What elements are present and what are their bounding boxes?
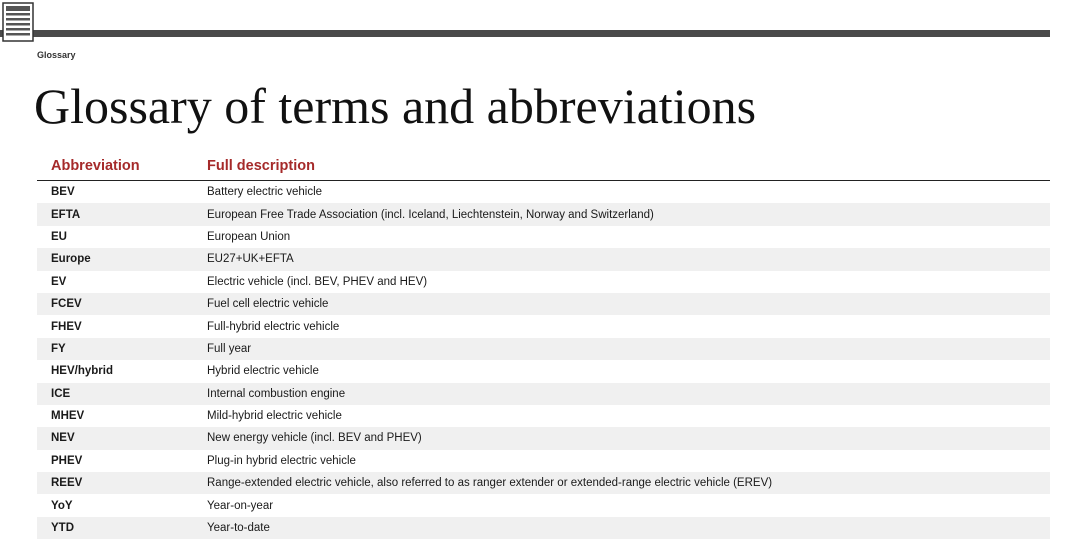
description-cell: Electric vehicle (incl. BEV, PHEV and HEV) bbox=[207, 275, 428, 288]
description-cell: New energy vehicle (incl. BEV and PHEV) bbox=[207, 427, 1050, 449]
table-row bbox=[37, 226, 1050, 248]
table-row bbox=[37, 450, 1050, 472]
abbreviation-cell: FCEV bbox=[37, 293, 207, 315]
table-row bbox=[37, 338, 1050, 360]
table-row bbox=[37, 271, 1050, 293]
glossary-table bbox=[37, 152, 1050, 539]
description-cell: Range-extended electric vehicle, also referred to as ranger extender or extended-range electric vehicle (EREV) bbox=[207, 472, 1050, 494]
table-row bbox=[37, 494, 1050, 516]
abbreviation-cell: HEV/hybrid bbox=[51, 365, 113, 378]
table-row bbox=[37, 315, 1050, 337]
abbreviation-cell: EU bbox=[51, 230, 67, 243]
description-cell: Mild-hybrid electric vehicle bbox=[207, 410, 342, 423]
abbreviation-cell: BEV bbox=[51, 186, 75, 199]
column-header-full-description: Full description bbox=[207, 152, 1050, 181]
section-label: Glossary bbox=[37, 50, 76, 60]
description-cell: EU27+UK+EFTA bbox=[207, 248, 1050, 270]
abbreviation-cell: EV bbox=[51, 275, 67, 288]
table-row bbox=[37, 203, 1050, 225]
description-cell: Battery electric vehicle bbox=[207, 186, 323, 199]
description-cell: Year-on-year bbox=[207, 499, 274, 512]
table-header-row bbox=[37, 152, 1050, 181]
description-cell: Hybrid electric vehicle bbox=[207, 365, 319, 378]
abbreviation-cell: NEV bbox=[37, 427, 207, 449]
description-cell: Internal combustion engine bbox=[207, 383, 1050, 405]
abbreviation-cell: ICE bbox=[37, 383, 207, 405]
description-cell: Full year bbox=[207, 338, 1050, 360]
table-row bbox=[37, 405, 1050, 427]
table-row bbox=[37, 517, 1050, 539]
glossary-body bbox=[37, 181, 1050, 540]
abbreviation-cell: EFTA bbox=[37, 203, 207, 225]
table-row bbox=[37, 383, 1050, 405]
description-cell: Plug-in hybrid electric vehicle bbox=[207, 454, 356, 467]
abbreviation-cell: Europe bbox=[37, 248, 207, 270]
abbreviation-cell: MHEV bbox=[51, 410, 85, 423]
abbreviation-cell: PHEV bbox=[51, 454, 83, 467]
description-cell: European Union bbox=[207, 230, 291, 243]
document-icon bbox=[2, 2, 34, 42]
table-row bbox=[37, 293, 1050, 315]
abbreviation-cell: YTD bbox=[37, 517, 207, 539]
description-cell: Fuel cell electric vehicle bbox=[207, 293, 1050, 315]
table-row bbox=[37, 248, 1050, 270]
table-row bbox=[37, 427, 1050, 449]
table-row bbox=[37, 360, 1050, 382]
description-cell: Full-hybrid electric vehicle bbox=[207, 320, 340, 333]
abbreviation-cell: FHEV bbox=[51, 320, 82, 333]
page-title: Glossary of terms and abbreviations bbox=[34, 78, 757, 134]
table-row bbox=[37, 472, 1050, 494]
top-rule bbox=[0, 30, 1050, 37]
column-header-abbreviation: Abbreviation bbox=[37, 152, 207, 181]
abbreviation-cell: REEV bbox=[37, 472, 207, 494]
abbreviation-cell: FY bbox=[37, 338, 207, 360]
table-row bbox=[37, 181, 1050, 204]
description-cell: Year-to-date bbox=[207, 517, 1050, 539]
description-cell: European Free Trade Association (incl. Iceland, Liechtenstein, Norway and Switzerland) bbox=[207, 203, 1050, 225]
abbreviation-cell: YoY bbox=[51, 499, 73, 512]
